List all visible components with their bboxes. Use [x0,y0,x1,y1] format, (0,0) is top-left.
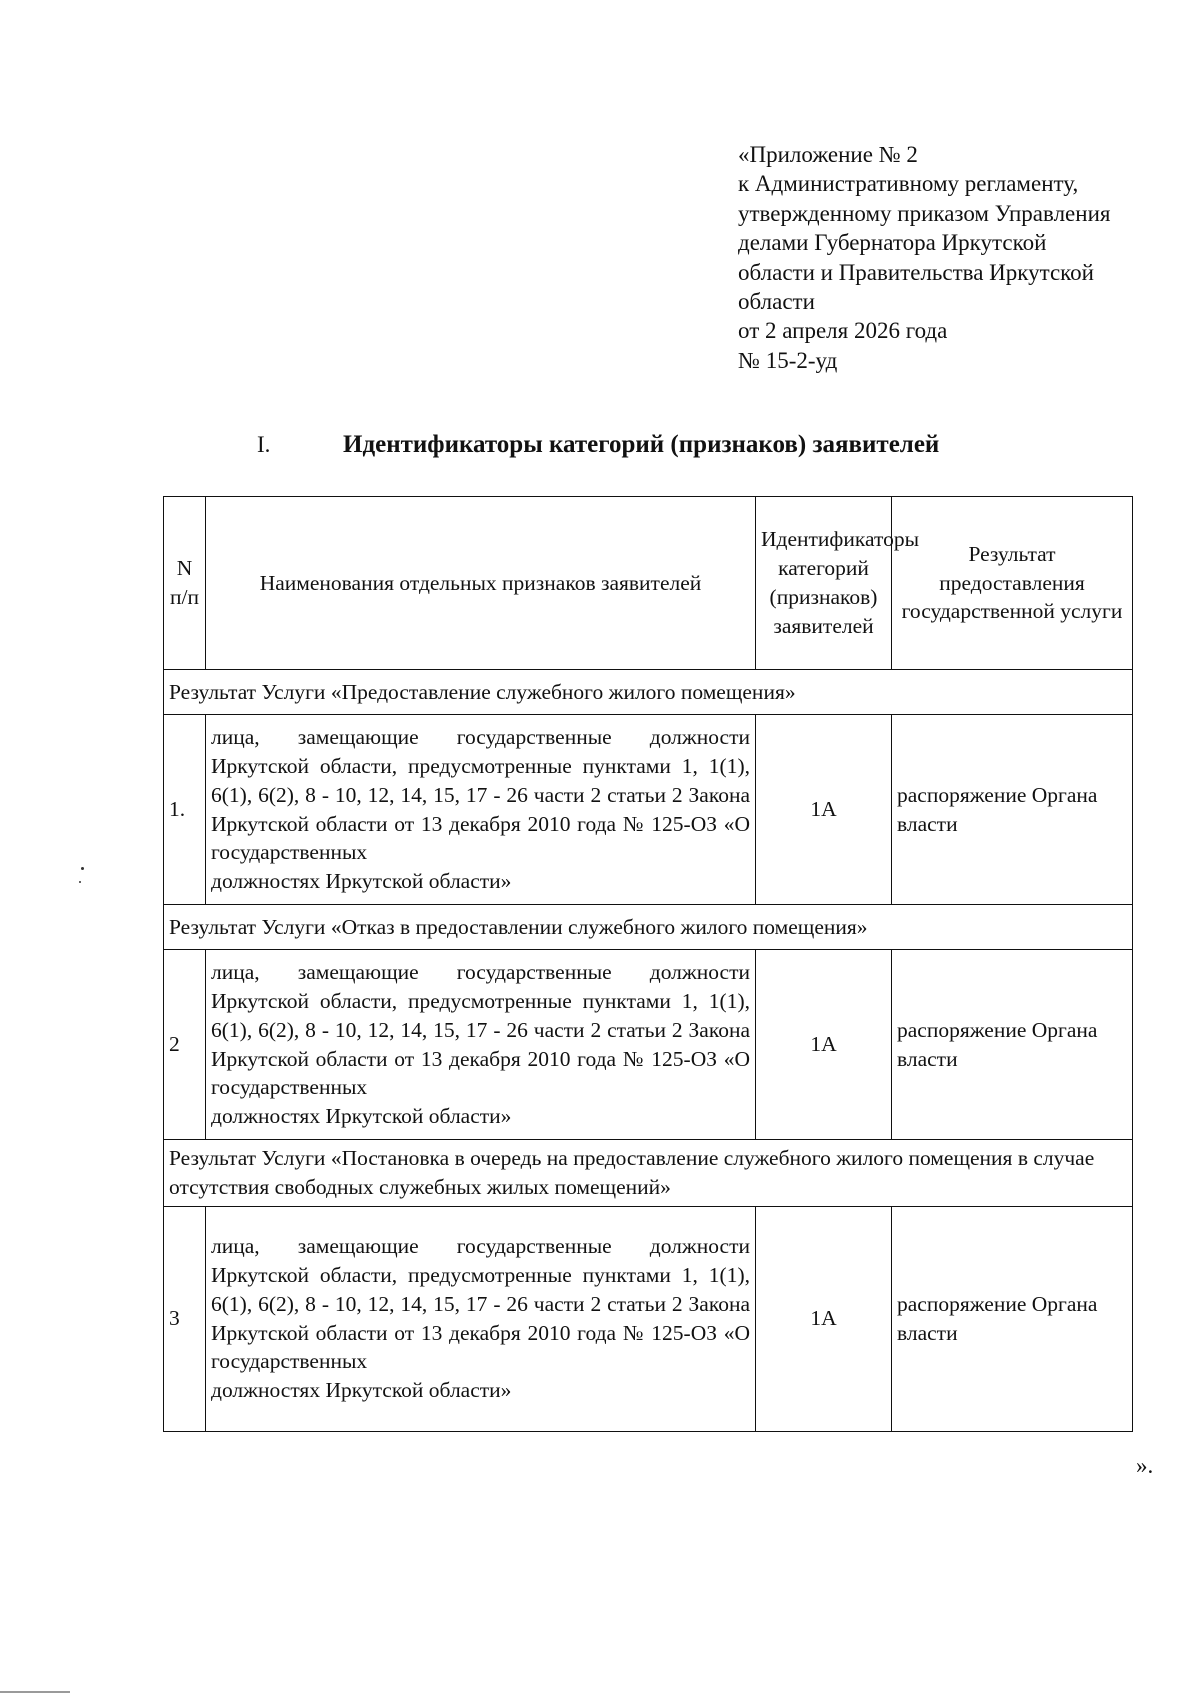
row-name-last: должностях Иркутской области» [211,1104,512,1129]
section-title: Идентификаторы категорий (признаков) заявителей [343,431,940,458]
section-title-cell: Результат Услуги «Предоставление служебного жилого помещения» [164,670,1133,715]
section-row [164,905,1133,950]
row-num: 3 [164,1206,206,1431]
table-header-row [164,497,1133,670]
header-identifier: Идентификаторы категорий (признаков) заявителей [756,497,892,670]
appendix-line: № 15-2-уд [738,347,838,373]
header-result: Результат предоставления государственной услуги [892,497,1133,670]
row-name-main: лица, замещающие государственные должности Иркутской области, предусмотренные пунктами 1, 1(1), 6(1), 6(2), 8 - 10, 12, 14, 15, 17 - 26 части 2 статьи 2 Закона Иркутской области от 13 декабря 2010 года № 125-ОЗ «О государственных [211,725,750,865]
scan-speck [81,867,84,870]
appendix-line: от 2 апреля 2026 года [738,318,948,344]
section-row [164,1140,1133,1207]
row-name-last: должностях Иркутской области» [211,869,512,894]
appendix-block [738,140,1110,375]
appendix-line: области [738,289,815,315]
row-name-main: лица, замещающие государственные должности Иркутской области, предусмотренные пунктами 1, 1(1), 6(1), 6(2), 8 - 10, 12, 14, 15, 17 - 26 части 2 статьи 2 Закона Иркутской области от 13 декабря 2010 года № 125-ОЗ «О государственных [211,1234,750,1374]
row-identifier: 1А [756,1206,892,1431]
applicant-categories-table [163,496,1133,1432]
row-name-last: должностях Иркутской области» [211,1378,512,1403]
row-identifier: 1А [756,950,892,1140]
row-name [206,1206,756,1431]
table-row [164,715,1133,905]
row-num: 1. [164,715,206,905]
row-result: распоряжение Органа власти [892,715,1133,905]
appendix-line: делами Губернатора Иркутской [738,230,1047,256]
section-title-cell: Результат Услуги «Постановка в очередь на предоставление служебного жилого помещения в случае отсутствия свободных служебных жилых помещений» [164,1140,1133,1207]
appendix-line: утвержденному приказом Управления [738,200,1111,226]
section-title-cell: Результат Услуги «Отказ в предоставлении служебного жилого помещения» [164,905,1133,950]
header-num: N п/п [164,497,206,670]
section-number: I. [257,432,271,457]
section-heading [0,428,1200,462]
section-row [164,670,1133,715]
row-name-main: лица, замещающие государственные должности Иркутской области, предусмотренные пунктами 1, 1(1), 6(1), 6(2), 8 - 10, 12, 14, 15, 17 - 26 части 2 статьи 2 Закона Иркутской области от 13 декабря 2010 года № 125-ОЗ «О государственных [211,960,750,1100]
header-name: Наименования отдельных признаков заявителей [206,497,756,670]
closing-quote-mark: ». [1136,1453,1154,1478]
scan-edge-line [0,1691,70,1693]
appendix-line: «Приложение № 2 [738,142,918,167]
row-num: 2 [164,950,206,1140]
table-row [164,1206,1133,1431]
row-name [206,715,756,905]
appendix-line: к Административному регламенту, [738,171,1079,197]
row-result: распоряжение Органа власти [892,950,1133,1140]
row-identifier: 1А [756,715,892,905]
row-name [206,950,756,1140]
table-row [164,950,1133,1140]
row-result: распоряжение Органа власти [892,1206,1133,1431]
appendix-line: области и Правительства Иркутской [738,259,1094,285]
scan-speck [79,881,81,883]
